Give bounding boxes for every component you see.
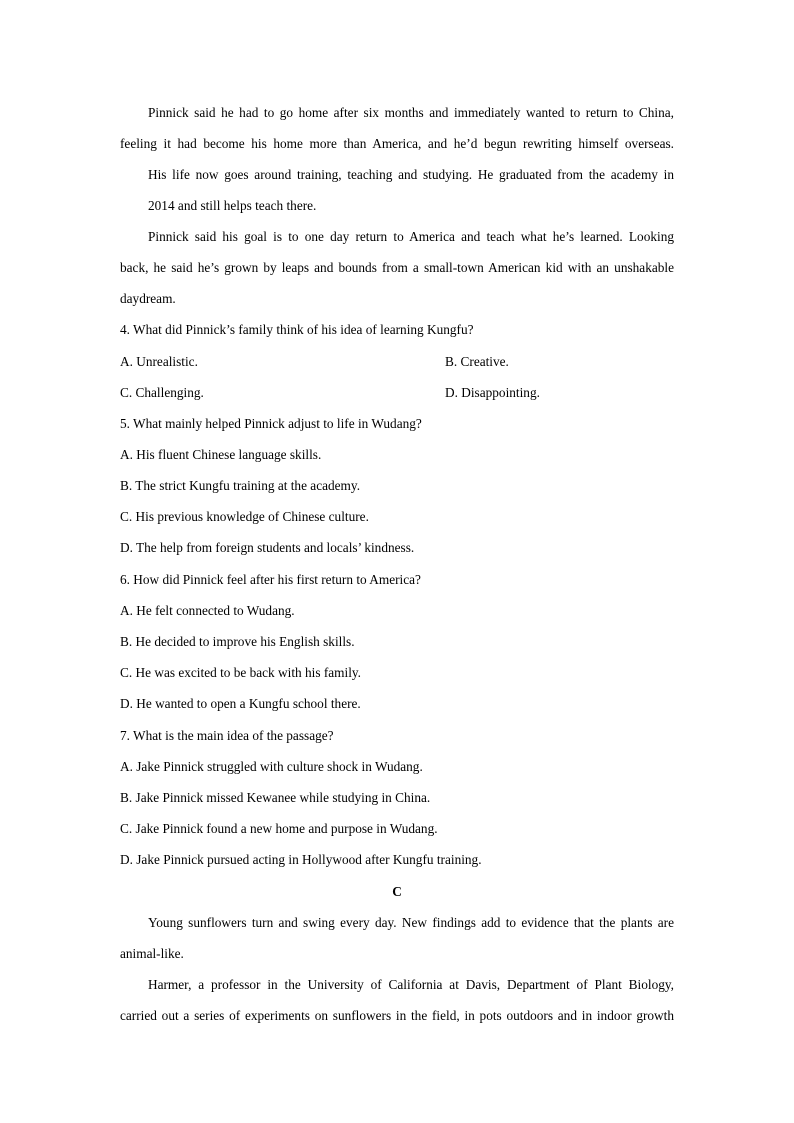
section-heading: C bbox=[392, 884, 402, 899]
answer-option: A. Jake Pinnick struggled with culture shock in Wudang. bbox=[120, 759, 423, 774]
answer-option: C. He was excited to be back with his family. bbox=[120, 665, 362, 680]
question-stem: 4. What did Pinnick’s family think of his idea of learning Kungfu? bbox=[120, 322, 474, 337]
answer-option: B. The strict Kungfu training at the academy. bbox=[120, 478, 361, 493]
answer-option: D. The help from foreign students and locals’ kindness. bbox=[120, 540, 415, 555]
question-stem: 5. What mainly helped Pinnick adjust to life in Wudang? bbox=[120, 416, 422, 431]
paragraph-line: Pinnick said he had to go home after six months and immediately wanted to return to China, bbox=[148, 105, 674, 120]
answer-option: C. Challenging. bbox=[120, 385, 204, 400]
paragraph-line: carried out a series of experiments on sunflowers in the field, in pots outdoors and in indoor growth bbox=[120, 1008, 674, 1023]
paragraph-line: Pinnick said his goal is to one day return to America and teach what he’s learned. Looking bbox=[148, 229, 674, 244]
answer-option: C. His previous knowledge of Chinese culture. bbox=[120, 509, 369, 524]
answer-option: A. He felt connected to Wudang. bbox=[120, 603, 295, 618]
answer-option: A. His fluent Chinese language skills. bbox=[120, 447, 322, 462]
answer-option: B. He decided to improve his English skills. bbox=[120, 634, 355, 649]
answer-option: C. Jake Pinnick found a new home and purpose in Wudang. bbox=[120, 821, 438, 836]
paragraph-line: 2014 and still helps teach there. bbox=[148, 198, 317, 213]
answer-option: D. Disappointing. bbox=[445, 385, 540, 400]
answer-option: D. He wanted to open a Kungfu school there. bbox=[120, 696, 361, 711]
answer-option: B. Creative. bbox=[445, 354, 509, 369]
paragraph-line: His life now goes around training, teaching and studying. He graduated from the academy in bbox=[148, 167, 674, 182]
answer-option: B. Jake Pinnick missed Kewanee while studying in China. bbox=[120, 790, 431, 805]
paragraph-line: Harmer, a professor in the University of California at Davis, Department of Plant Biology, bbox=[148, 977, 674, 992]
paragraph-line: daydream. bbox=[120, 291, 176, 306]
answer-option: A. Unrealistic. bbox=[120, 354, 198, 369]
answer-option: D. Jake Pinnick pursued acting in Hollywood after Kungfu training. bbox=[120, 852, 482, 867]
paragraph-line: animal-like. bbox=[120, 946, 184, 961]
question-stem: 6. How did Pinnick feel after his first return to America? bbox=[120, 572, 421, 587]
paragraph-line: back, he said he’s grown by leaps and bounds from a small-town American kid with an unshakable bbox=[120, 260, 674, 275]
question-stem: 7. What is the main idea of the passage? bbox=[120, 728, 334, 743]
paragraph-line: Young sunflowers turn and swing every day. New findings add to evidence that the plants are bbox=[148, 915, 674, 930]
paragraph-line: feeling it had become his home more than America, and he’d begun rewriting himself overseas. bbox=[120, 136, 674, 151]
